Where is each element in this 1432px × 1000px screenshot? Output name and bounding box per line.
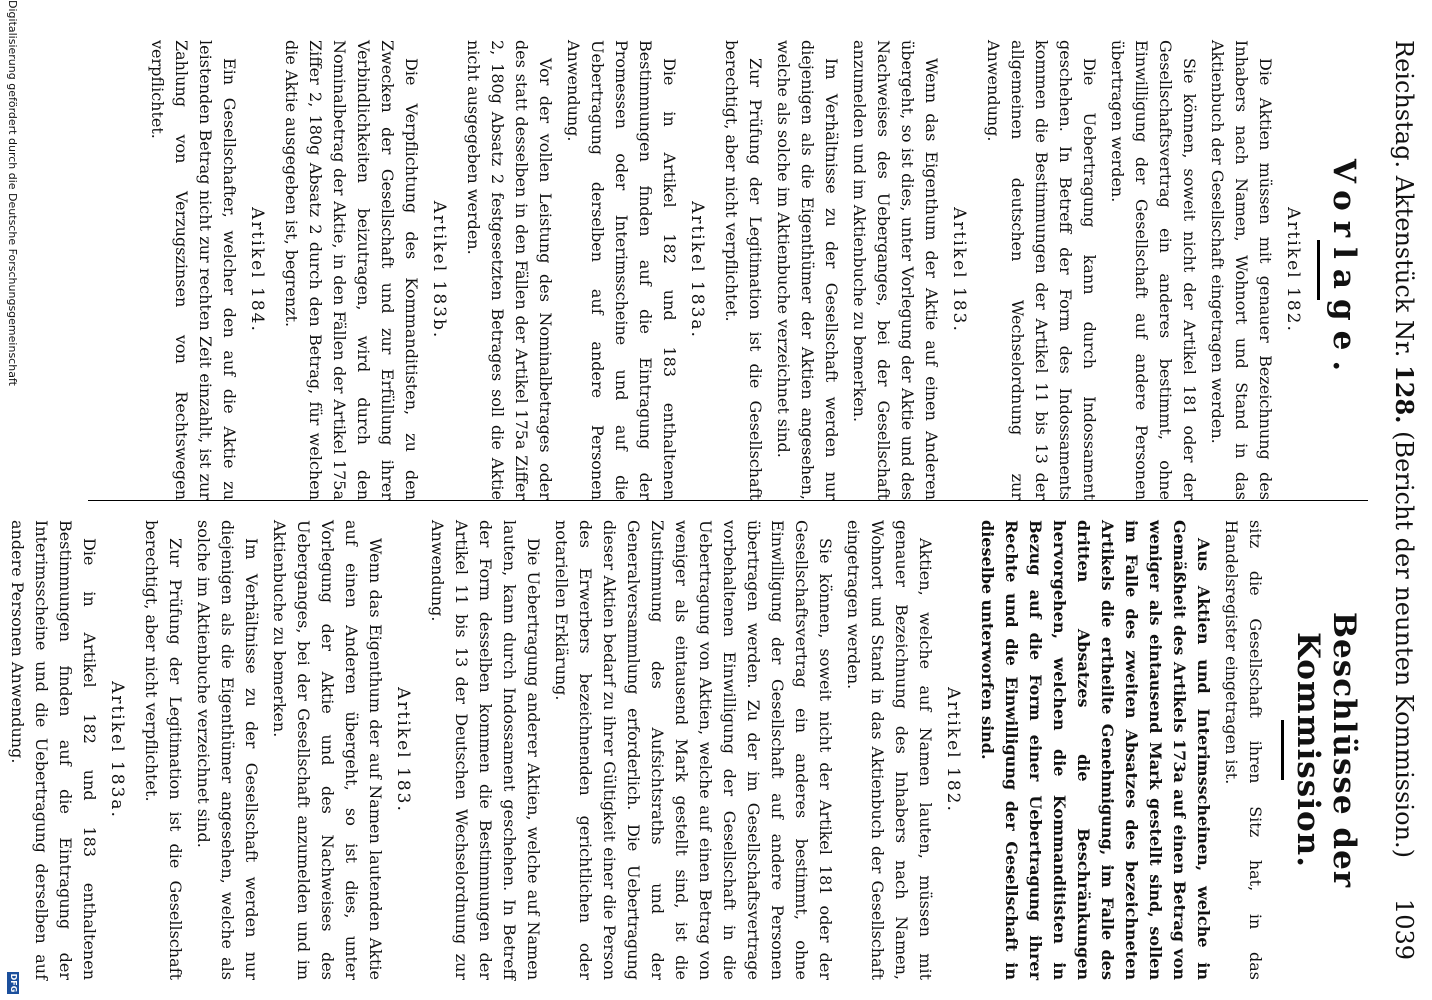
paragraph: Die Aktien müssen mit genauer Bezeichnung des Inhabers nach Namen, Wohnort und Stand in das Aktienbuch der Gesellschaft eingetragen werden. — [1208, 40, 1275, 500]
paragraph: Im Verhältnisse zu der Gesellschaft werden nur diejenigen als die Eigenthümer angesehen, welche als solche im Aktienbuche verzeichnet sind. — [194, 520, 261, 980]
paragraph: Sie können, soweit nicht der Artikel 181 oder der Gesellschaftsvertrag ein anderes bestimmt, ohne Einwilligung der Gesellschaft auf andere Personen übertragen werden. — [1108, 40, 1199, 500]
header-left — [1384, 40, 1424, 858]
paragraph: Die Verpflichtung des Kommanditisten, zu den Zwecken der Gesellschaft und zur Erfüllung ihrer Verbindlichkeiten beizutragen, wird durch den Nominalbetrag der Aktie, in den Fällen der Artikel 175a Ziffer 2, 180g Absatz 2 durch den Betrag, für welchen die Aktie ausgegeben ist, begrenzt. — [282, 40, 421, 500]
paragraph: Wenn das Eigenthum der auf Namen lautenden Aktie auf einen Anderen übergeht, so ist dies, unter Vorlegung der Aktie und des Nachweises des Ueberganges, bei der Gesellschaft anzumelden und im Aktienbuche zu bemerken. — [270, 520, 385, 980]
paragraph: Wenn das Eigenthum der Aktie auf einen Anderen übergeht, so ist dies, unter Vorlegung der Aktie und des Nachweises des Ueberganges, bei der Gesellschaft anzumelden und im Aktienbuche zu bemerken. — [850, 40, 941, 500]
left-column-title: Vorlage. — [1326, 158, 1362, 382]
paragraph — [0, 520, 1, 980]
paragraph-emphasis: Aus Aktien und Interimsscheinen, welche in Gemäßheit des Artikels 173a auf einen Betrag von weniger als eintausend Mark gestellt sind, sollen im Falle des zweiten Absatzes des bezeichneten Artikels die ertheilte Genehmigung, im Falle des dritten Absatzes die Beschränkungen hervorgehen, welchen die Kommanditisten in Bezug auf die Form einer Uebertragung ihrer Rechte und die Einwilligung der Gesellschaft in dieselbe unterworfen sind. — [978, 520, 1213, 980]
paragraph: Vor der vollen Leistung des Nominalbetrages oder des statt desselben in den Fällen der Artikel 175a Ziffer 2, 180g Absatz 2 festgesetzten Betrages soll die Aktie nicht ausgegeben werden. — [464, 40, 555, 500]
paragraph: Aktien, welche auf Namen lauten, müssen mit genauer Bezeichnung des Inhabers nach Namen, Wohnort und Stand in das Aktienbuch der Gesellschaft eingetragen werden. — [844, 520, 935, 980]
page-header — [1384, 40, 1424, 960]
page-number: 1039 — [1390, 898, 1418, 960]
article-heading: Artikel 183b. — [429, 200, 449, 340]
article-heading: Artikel 182. — [943, 687, 963, 813]
paragraph: Die in Artikel 182 und 183 enthaltenen Bestimmungen finden auf die Eintragung der Promessen oder Interimsscheine und auf die Uebertragung derselben auf andere Personen Anwendung. — [564, 40, 679, 500]
article-heading: Artikel 183. — [949, 207, 969, 333]
funding-credit: Digitalisierung gefördert durch die Deutsche Forschungsgemeinschaft — [6, 0, 19, 386]
paragraph: Im Verhältnisse zu der Gesellschaft werden nur diejenigen als die Eigenthümer der Aktien angesehen, welche als solche im Aktienbuche verzeichnet sind. — [774, 40, 841, 500]
title-rule — [1281, 720, 1284, 780]
paragraph: Ein Gesellschafter, welcher den auf die Aktie zu leistenden Betrag nicht zur rechten Zeit einzahlt, ist zur Zahlung von Verzugszinsen von Rechtswegen verpflichtet. — [148, 40, 239, 500]
dfg-logo: DFG — [9, 973, 18, 993]
right-column — [0, 520, 1372, 980]
paragraph: Sie können, soweit nicht der Artikel 181 oder der Gesellschaftsvertrag ein anderes bestimmt, ohne Einwilligung der Gesellschaft auf andere Personen übertragen werden. Zu der im Gesellschaftsvertrage vorbehaltenen Einwilligung der Gesellschaft in die Uebertragung von Aktien, welche auf einen Betrag von weniger als eintausend Mark gestellt sind, ist die Zustimmung des Aufsichtsraths und der Generalversammlung erforderlich. Die Uebertragung dieser Aktien bedarf zu ihrer Gültigkeit einer die Person des Erwerbers bezeichnenden gerichtlichen oder notariellen Erklärung. — [552, 520, 835, 980]
paragraph: Zur Prüfung der Legitimation ist die Gesellschaft berechtigt, aber nicht verpflichtet. — [142, 520, 185, 980]
right-column-title: Beschlüsse der Kommission. — [1290, 611, 1362, 889]
header-title: Reichstag. Aktenstück Nr. — [1390, 40, 1418, 358]
title-rule — [1317, 240, 1320, 300]
article-heading: Artikel 182. — [1283, 207, 1303, 333]
paragraph: Zur Prüfung der Legitimation ist die Gesellschaft berechtigt, aber nicht verpflichtet. — [722, 40, 765, 500]
column-divider — [88, 500, 1368, 501]
paragraph: Die Uebertragung kann durch Indossament geschehen. In Betreff der Form des Indossaments kommen die Bestimmungen der Artikel 11 bis 13 der allgemeinen deutschen Wechselordnung zur Anwendung. — [984, 40, 1099, 500]
paragraph: Die in Artikel 182 und 183 enthaltenen Bestimmungen finden auf die Eintragung der Interimsscheine und die Uebertragung derselben auf andere Personen Anwendung. — [8, 520, 99, 980]
digitization-footer — [4, 0, 20, 1000]
header-subtitle: (Bericht der neunten Kommission.) — [1390, 431, 1418, 858]
document-number: 128. — [1390, 365, 1419, 424]
article-heading: Artikel 184. — [247, 207, 267, 333]
article-heading: Artikel 183a. — [107, 681, 127, 819]
article-heading: Artikel 183. — [393, 687, 413, 813]
article-heading: Artikel 183a. — [687, 201, 707, 339]
paragraph: sitz die Gesellschaft ihren Sitz hat, in das Handelsregister eingetragen ist. — [1222, 520, 1265, 980]
left-column — [141, 40, 1372, 500]
paragraph: Die Uebertragung anderer Aktien, welche auf Namen lauten, kann durch Indossament geschehen. In Betreff der Form desselben kommen die Bestimmungen der Artikel 11 bis 13 der Deutschen Wechselordnung zur Anwendung. — [428, 520, 543, 980]
